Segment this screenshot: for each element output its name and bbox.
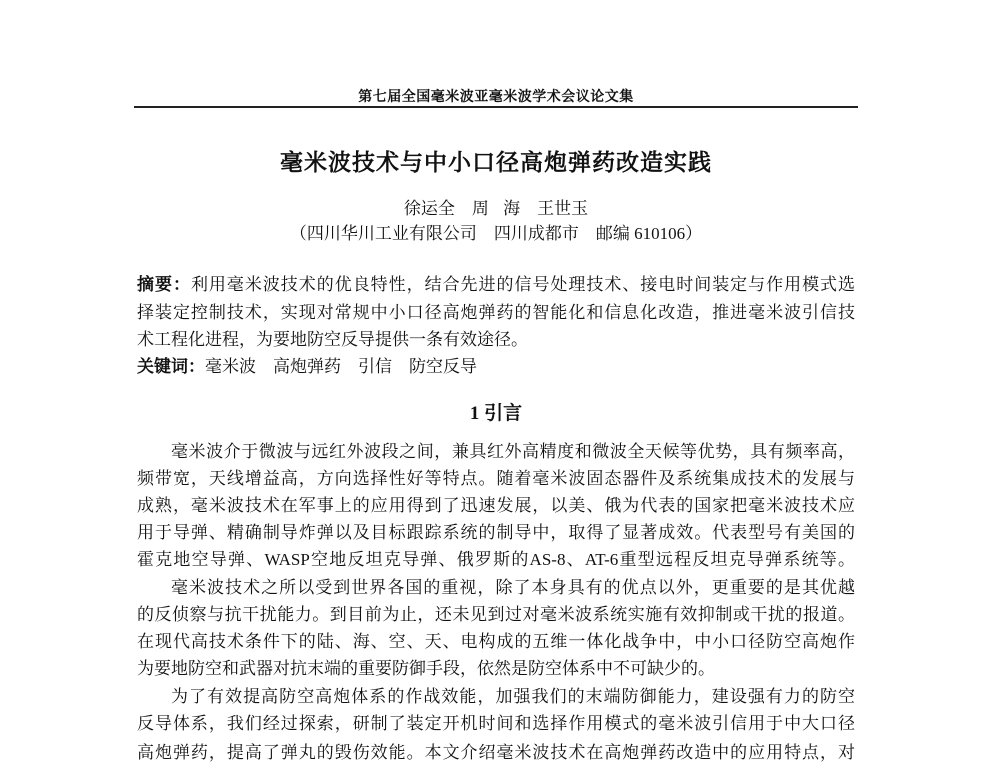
keywords: 关键词：毫米波 高炮弹药 引信 防空反导 [137,357,477,376]
body-line: 为要地防空和武器对抗末端的重要防御手段，依然是防空体系中不可缺少的。 [137,659,715,678]
body-line: 反导体系，我们经过探索，研制了装定开机时间和选择作用模式的毫米波引信用于中大口径 [137,714,855,733]
body-line: 毫米波介于微波与远红外波段之间，兼具红外高精度和微波全天候等优势，具有频率高， [171,442,855,461]
body-line: 成熟，毫米波技术在军事上的应用得到了迅速发展，以美、俄为代表的国家把毫米波技术应 [137,496,855,515]
body-line: 用于导弹、精确制导炸弹以及目标跟踪系统的制导中，取得了显著成效。代表型号有美国的 [137,523,855,542]
paper-title: 毫米波技术与中小口径高炮弹药改造实践 [280,150,712,175]
section-heading: 1 引言 [469,403,523,424]
abstract-line: 择装定控制技术，实现对常规中小口径高炮弹药的智能化和信息化改造，推进毫米波引信技 [137,303,855,322]
running-head: 第七届全国毫米波亚毫米波学术会议论文集 [358,90,634,105]
authors: 徐运全 周 海 王世玉 [403,199,589,218]
body-line: 霍克地空导弹、WASP空地反坦克导弹、俄罗斯的AS-8、AT-6重型远程反坦克导弹系统等。 [137,550,855,569]
keywords-label: 关键词： [137,357,205,376]
body-line: 为了有效提高防空高炮体系的作战效能，加强我们的末端防御能力，建设强有力的防空 [171,687,855,706]
body-line: 频带宽，天线增益高，方向选择性好等特点。随着毫米波固态器件及系统集成技术的发展与 [137,469,855,488]
body-line: 的反侦察与抗干扰能力。到目前为止，还未见到过对毫米波系统实施有效抑制或干扰的报道。 [137,605,855,624]
body-line: 毫米波技术之所以受到世界各国的重视，除了本身具有的优点以外，更重要的是其优越 [171,578,855,597]
abstract-label: 摘要： [137,275,191,294]
header-rule [134,106,858,108]
body-line: 高炮弹药，提高了弹丸的毁伤效能。本文介绍毫米波技术在高炮弹药改造中的应用特点，对 [137,743,855,762]
abstract-line: 摘要：利用毫米波技术的优良特性，结合先进的信号处理技术、接电时间装定与作用模式选 [137,275,856,294]
abstract-line: 术工程化进程，为要地防空反导提供一条有效途径。 [137,330,528,349]
affiliation: （四川华川工业有限公司 四川成都市 邮编 610106） [289,224,703,243]
body-line: 在现代高技术条件下的陆、海、空、天、电构成的五维一体化战争中，中小口径防空高炮作 [137,632,855,651]
